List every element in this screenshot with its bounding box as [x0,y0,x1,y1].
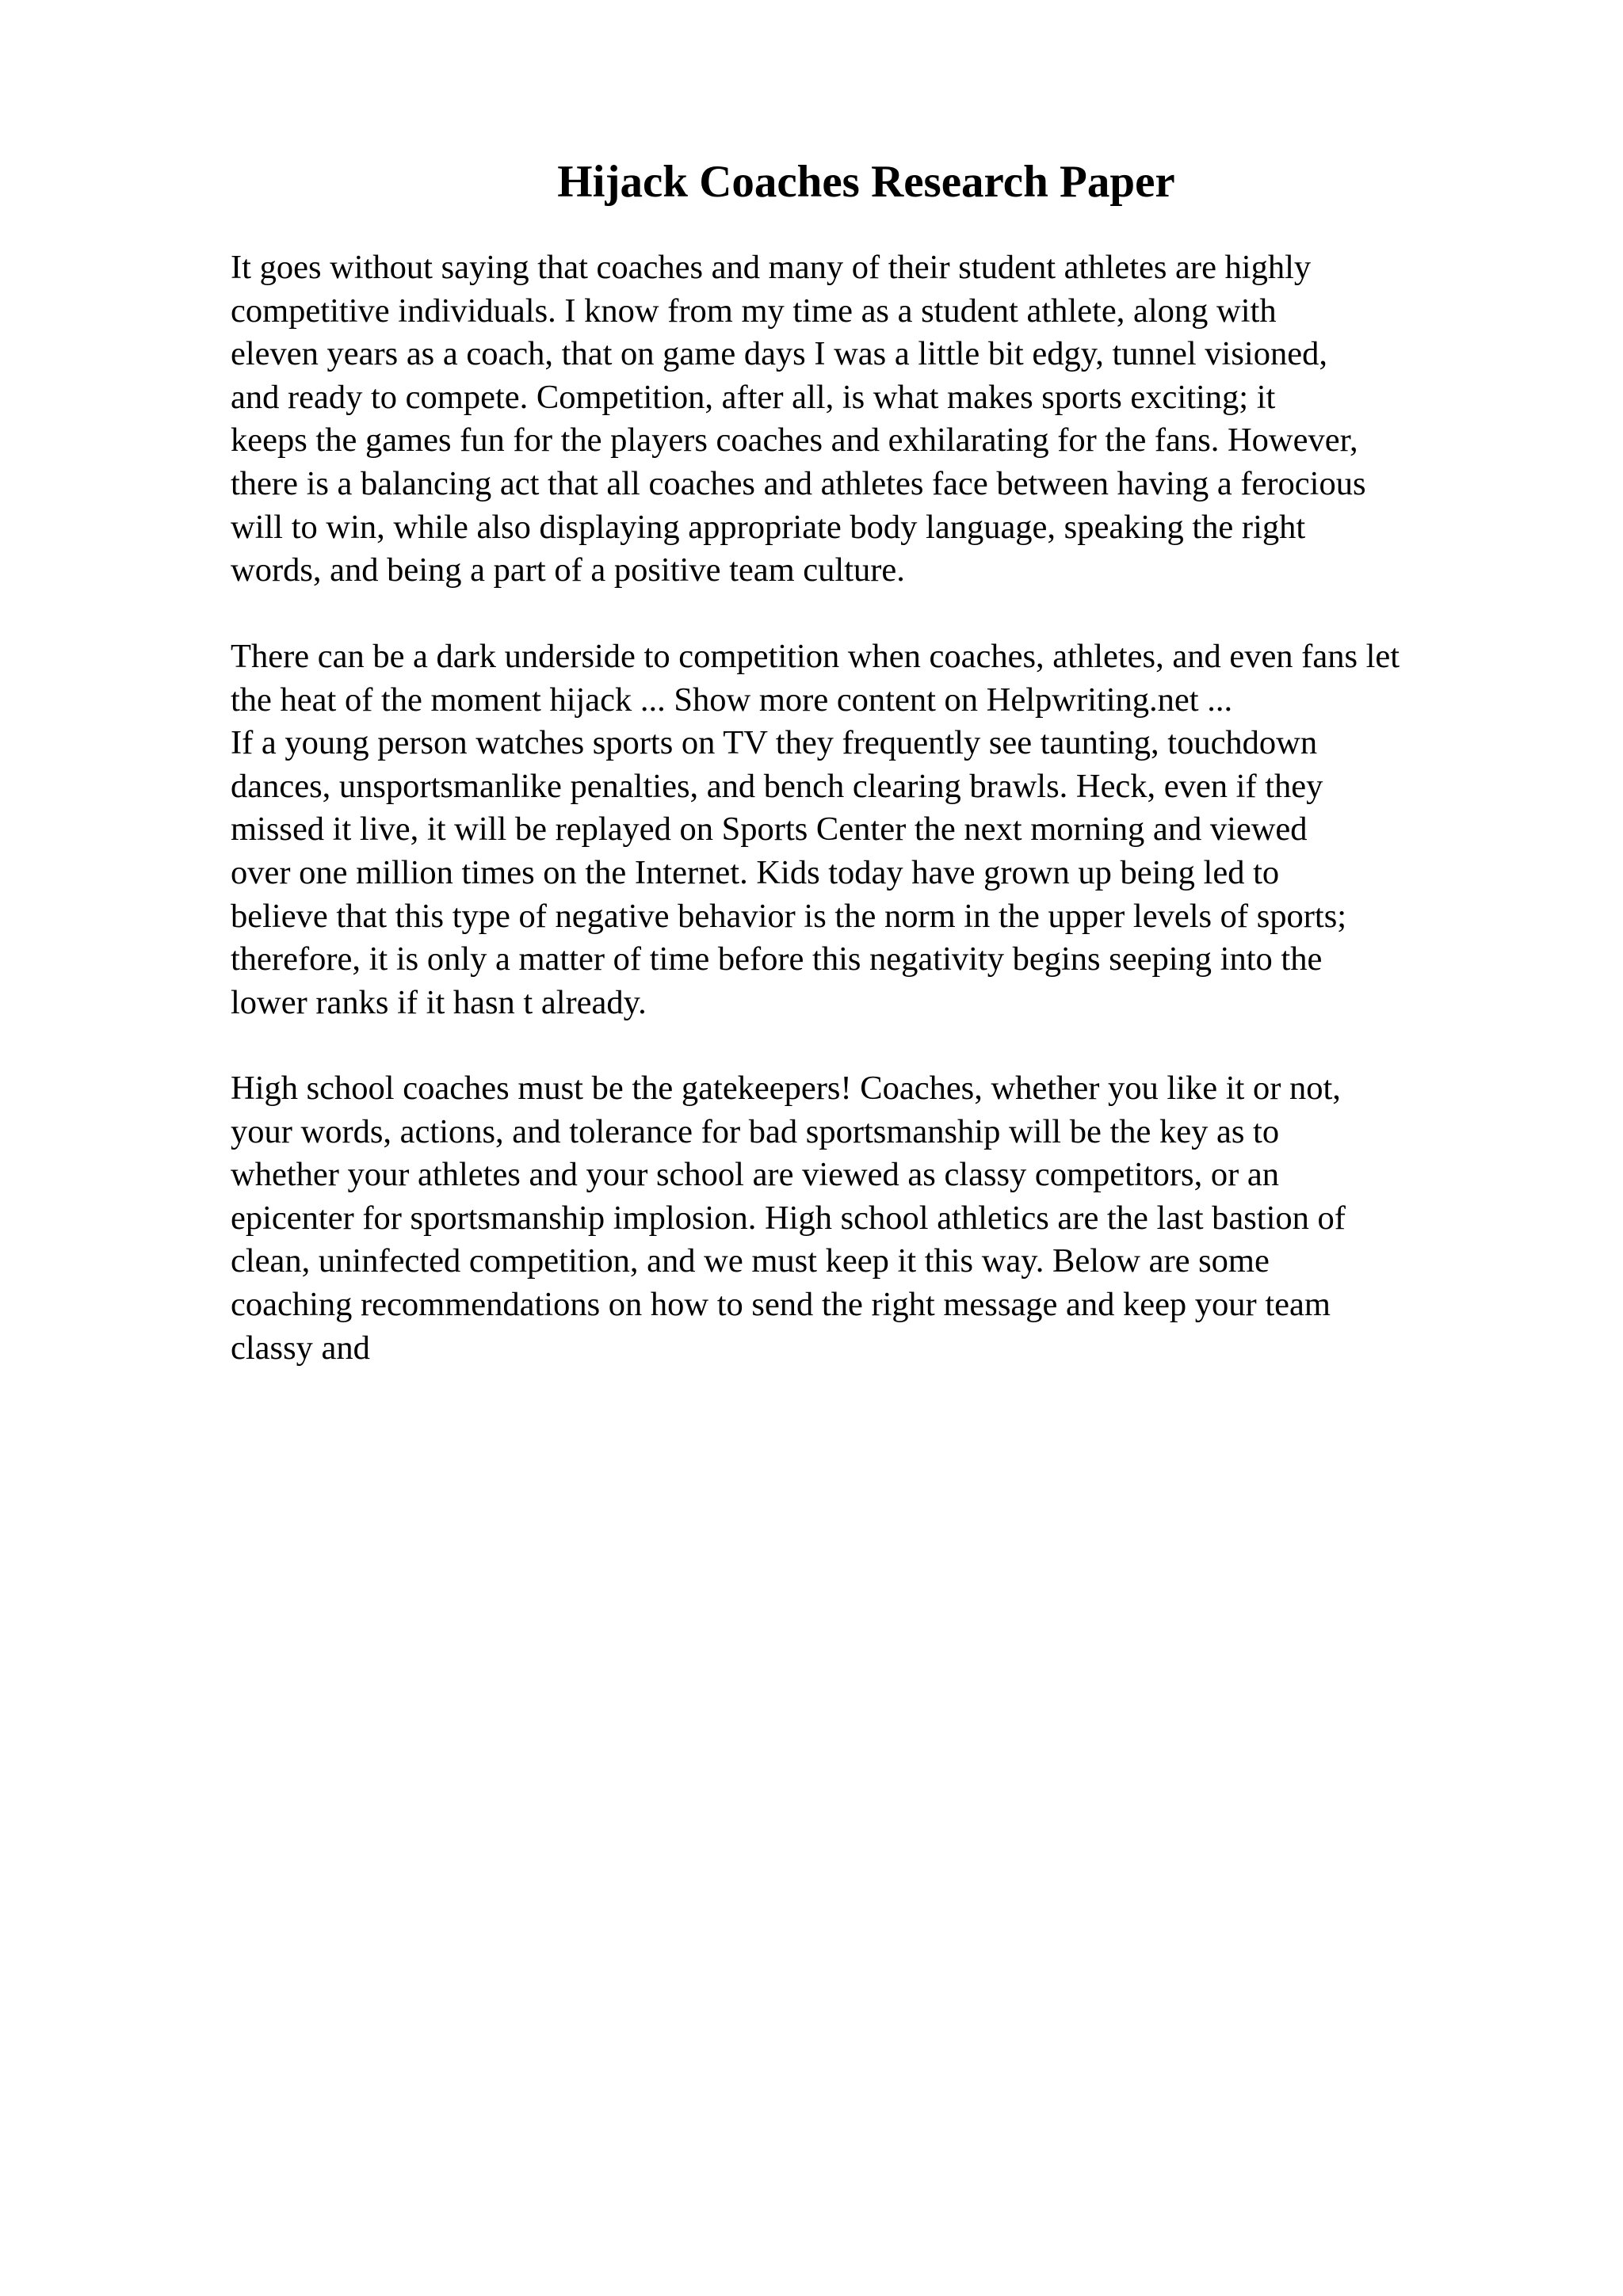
text-line: It goes without saying that coaches and many of their student athletes are highly [231,249,1312,286]
text-line: and ready to compete. Competition, after all, is what makes sports exciting; it [231,378,1276,416]
text-line: believe that this type of negative behavior is the norm in the upper levels of sports; [231,897,1347,935]
text-line: If a young person watches sports on TV they frequently see taunting, touchdown [231,724,1318,762]
paragraph-3 [231,1067,1346,1370]
text-line: clean, uninfected competition, and we must keep it this way. Below are some [231,1242,1270,1280]
text-line: coaching recommendations on how to send the right message and keep your team [231,1285,1331,1323]
text-line: lower ranks if it hasn t already. [231,983,647,1021]
text-line: High school coaches must be the gatekeepers! Coaches, whether you like it or not, [231,1070,1341,1107]
text-line: there is a balancing act that all coaches and athletes face between having a ferocious [231,464,1366,502]
text-line: therefore, it is only a matter of time before this negativity begins seeping into the [231,940,1323,978]
paragraph-2 [231,635,1400,1024]
text-line: whether your athletes and your school are viewed as classy competitors, or an [231,1156,1279,1194]
text-line: competitive individuals. I know from my time as a student athlete, along with [231,292,1277,330]
document-title: Hijack Coaches Research Paper [557,157,1175,207]
text-line: words, and being a part of a positive team culture. [231,551,905,589]
text-line: missed it live, it will be replayed on Sports Center the next morning and viewed [231,810,1308,849]
text-line: your words, actions, and tolerance for bad sportsmanship will be the key as to [231,1112,1280,1150]
text-line: keeps the games fun for the players coaches and exhilarating for the fans. However, [231,421,1358,460]
text-line: dances, unsportsmanlike penalties, and bench clearing brawls. Heck, even if they [231,767,1323,805]
text-line: the heat of the moment hijack ... Show more content on Helpwriting.net ... [231,681,1233,719]
text-line: eleven years as a coach, that on game days I was a little bit edgy, tunnel visioned, [231,335,1327,373]
text-line: There can be a dark underside to competition when coaches, athletes, and even fans let [231,638,1400,675]
text-line: classy and [231,1329,370,1367]
paragraph-1 [231,246,1366,593]
text-line: will to win, while also displaying appropriate body language, speaking the right [231,508,1306,546]
text-line: epicenter for sportsmanship implosion. High school athletics are the last bastion of [231,1199,1346,1237]
text-line: over one million times on the Internet. Kids today have grown up being led to [231,853,1280,891]
